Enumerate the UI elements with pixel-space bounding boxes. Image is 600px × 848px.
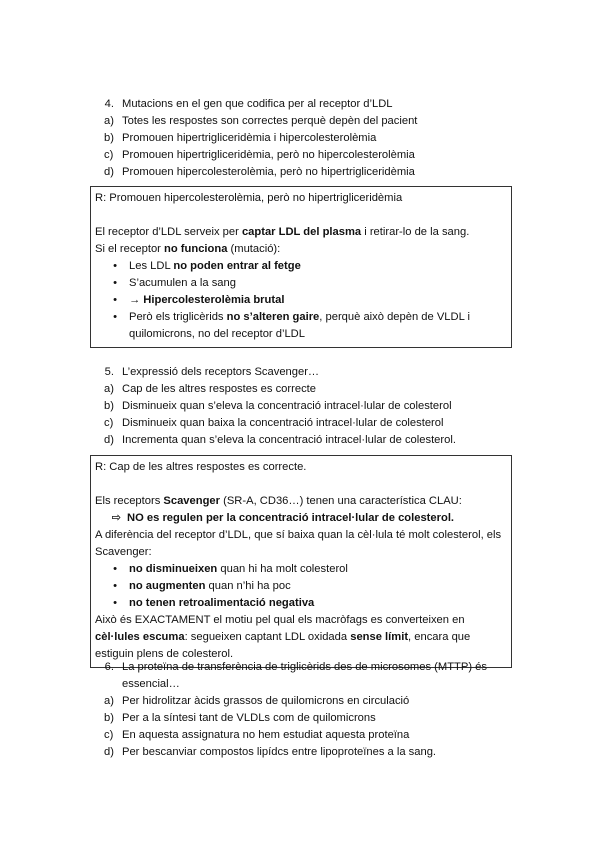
bullet-icon: • [113, 260, 117, 272]
question-number: 5. [104, 366, 114, 378]
option-a [90, 381, 510, 398]
text-run-bold: no disminueixen [129, 563, 218, 575]
option-b [90, 398, 510, 415]
arrow-line [95, 510, 507, 527]
option-letter: c) [104, 729, 114, 741]
option-letter: b) [104, 400, 114, 412]
text-run: Si el receptor [95, 243, 165, 255]
text-run-bold: no tenen retroalimentació negativa [129, 597, 315, 609]
text-run: , perquè això depèn de VLDL i quilomicrons, no del receptor d’LDL [129, 311, 471, 340]
option-c [90, 147, 510, 164]
option-letter: c) [104, 417, 114, 429]
option-text: Disminueix quan s’eleva la concentració intracel·lular de colesterol [122, 400, 452, 412]
option-text: Disminueix quan baixa la concentració intracel·lular de colesterol [122, 417, 444, 429]
bullet-icon: • [113, 597, 117, 609]
bullet-list [95, 561, 507, 612]
answer-box-4 [90, 186, 512, 348]
text-run: → [129, 294, 144, 306]
question-4 [90, 96, 510, 181]
option-text: Cap de les altres respostes es correcte [122, 383, 317, 395]
answer-paragraph [95, 493, 507, 510]
option-text: Per bescanviar compostos lipídcs entre lipoproteïnes a la sang. [122, 746, 437, 758]
text-run-bold: no augmenten [129, 580, 206, 592]
option-d [90, 744, 510, 761]
text-run: Els receptors [95, 495, 164, 507]
text-run: quan hi ha molt colesterol [217, 563, 348, 575]
text-run: S’acumulen a la sang [129, 277, 236, 289]
question-5-stem [90, 364, 510, 381]
option-letter: d) [104, 166, 114, 178]
question-number: 4. [104, 98, 114, 110]
bullet-item [95, 561, 507, 578]
text-run-bold: no funciona [164, 243, 228, 255]
answer-paragraph [95, 612, 507, 663]
bullet-item [95, 309, 507, 343]
text-run-bold: no s’alteren gaire [226, 311, 320, 323]
bullet-icon: • [113, 294, 117, 306]
option-b [90, 130, 510, 147]
option-letter: c) [104, 149, 114, 161]
option-letter: d) [104, 434, 114, 446]
question-text: La proteïna de transferència de triglicèrids des de microsomes (MTTP) és essencial… [122, 661, 487, 690]
option-c [90, 727, 510, 744]
bullet-item [95, 595, 507, 612]
text-run: El receptor d’LDL serveix per [95, 226, 242, 238]
bullet-icon: • [113, 563, 117, 575]
bullet-item [95, 258, 507, 275]
bullet-item [95, 578, 507, 595]
bullet-icon: • [113, 580, 117, 592]
text-run-bold: Scavenger [163, 495, 220, 507]
question-5 [90, 364, 510, 449]
option-text: Per a la síntesi tant de VLDLs com de quilomicrons [122, 712, 376, 724]
option-b [90, 710, 510, 727]
text-run-bold: Hipercolesterolèmia brutal [143, 294, 285, 306]
option-text: Per hidrolitzar àcids grassos de quilomicrons en circulació [122, 695, 410, 707]
text-run: (SR-A, CD36…) tenen una característica CLAU: [220, 495, 462, 507]
option-text: Promouen hipercolesterolèmia, però no hipertrigliceridèmia [122, 166, 415, 178]
option-c [90, 415, 510, 432]
text-run: Les LDL [129, 260, 174, 272]
option-text: Totes les respostes son correctes perquè depèn del pacient [122, 115, 418, 127]
option-a [90, 693, 510, 710]
answer-box-5 [90, 455, 512, 668]
question-4-stem [90, 96, 510, 113]
option-d [90, 432, 510, 449]
option-text: En aquesta assignatura no hem estudiat aquesta proteïna [122, 729, 410, 741]
bullet-list [95, 258, 507, 343]
question-6-stem [90, 659, 510, 693]
option-text: Promouen hipertrigliceridèmia i hipercolesterolèmia [122, 132, 377, 144]
text-run: , encara que estiguin plens de colesterol. [95, 631, 471, 660]
text-run-bold: no poden entrar al fetge [173, 260, 301, 272]
text-run-bold: cèl·lules escuma [95, 631, 185, 643]
option-a [90, 113, 510, 130]
question-6 [90, 659, 510, 761]
text-run-bold: captar LDL del plasma [241, 226, 362, 238]
answer-line: R: Cap de les altres respostes es correcte. [95, 461, 307, 473]
bullet-icon: • [113, 277, 117, 289]
bullet-item [95, 292, 507, 309]
option-letter: b) [104, 712, 114, 724]
answer-paragraph [95, 241, 507, 258]
option-text: Promouen hipertrigliceridèmia, però no hipercolesterolèmia [122, 149, 415, 161]
text-run: quan n’hi ha poc [205, 580, 291, 592]
option-text: Incrementa quan s’eleva la concentració intracel·lular de colesterol. [122, 434, 456, 446]
text-run: : segueixen captant LDL oxidada [184, 631, 351, 643]
text-run: (mutació): [227, 243, 281, 255]
option-letter: b) [104, 132, 114, 144]
answer-paragraph: A diferència del receptor d’LDL, que sí baixa quan la cèl·lula té molt colesterol, els Scavenger: [95, 529, 502, 558]
text-run: Això és EXACTAMENT el motiu pel qual els macròfags es converteixen en [95, 614, 465, 626]
text-run-bold: NO es regulen per la concentració intracel·lular de colesterol. [127, 512, 455, 524]
option-letter: a) [104, 115, 114, 127]
text-run: i retirar-lo de la sang. [361, 226, 470, 238]
option-letter: d) [104, 746, 114, 758]
option-d [90, 164, 510, 181]
question-number: 6. [104, 661, 114, 673]
option-letter: a) [104, 383, 114, 395]
answer-paragraph [95, 224, 507, 241]
option-letter: a) [104, 695, 114, 707]
question-text: L’expressió dels receptors Scavenger… [122, 366, 320, 378]
text-run: Però els triglicèrids [129, 311, 227, 323]
text-run-bold: sense límit [350, 631, 409, 643]
answer-line: R: Promouen hipercolesterolèmia, però no hipertrigliceridèmia [95, 192, 403, 204]
bullet-icon: • [113, 311, 117, 323]
arrow-right-icon: ⇨ [111, 512, 121, 524]
question-text: Mutacions en el gen que codifica per al receptor d’LDL [122, 98, 393, 110]
bullet-item [95, 275, 507, 292]
